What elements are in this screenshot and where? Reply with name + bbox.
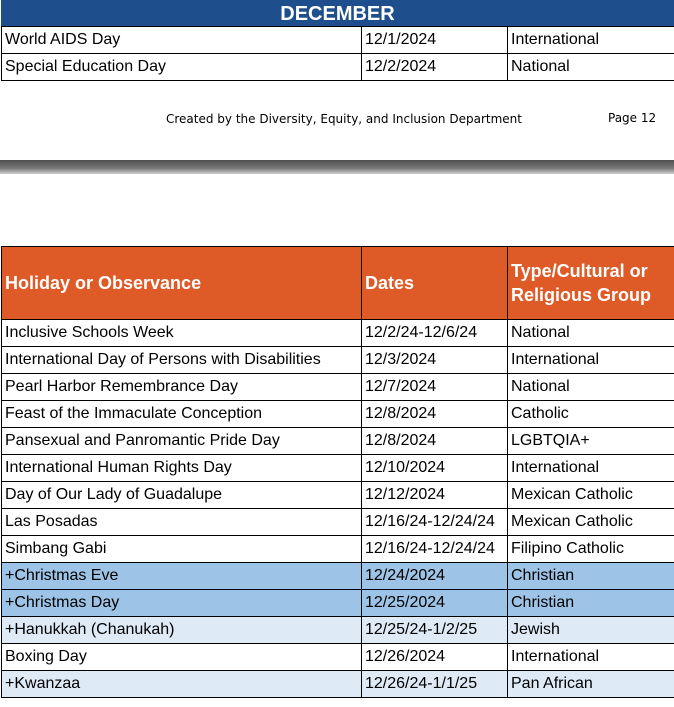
- table-row: [2, 320, 674, 347]
- holiday-type: Jewish: [508, 617, 674, 644]
- holiday-name: Day of Our Lady of Guadalupe: [2, 482, 362, 509]
- holiday-type: International: [508, 455, 674, 482]
- month-title: DECEMBER: [1, 0, 674, 27]
- holiday-name: +Christmas Eve: [2, 563, 362, 590]
- holiday-date: 12/1/2024: [362, 27, 508, 54]
- holiday-name: Las Posadas: [2, 509, 362, 536]
- holiday-name: Feast of the Immaculate Conception: [2, 401, 362, 428]
- holiday-type: Christian: [508, 563, 674, 590]
- holiday-type: Mexican Catholic: [508, 482, 674, 509]
- holiday-type: Pan African: [508, 671, 674, 698]
- table-row: [2, 617, 674, 644]
- table-row: [2, 644, 674, 671]
- holiday-date: 12/12/2024: [362, 482, 508, 509]
- observance-table: [1, 246, 674, 698]
- holiday-date: 12/10/2024: [362, 455, 508, 482]
- table-row: [2, 590, 674, 617]
- holiday-date: 12/26/24-1/1/25: [362, 671, 508, 698]
- header-type: Type/Cultural or Religious Group: [508, 247, 674, 320]
- holiday-name: Simbang Gabi: [2, 536, 362, 563]
- holiday-name: World AIDS Day: [2, 27, 362, 54]
- holiday-type: National: [508, 54, 674, 81]
- holiday-type: National: [508, 374, 674, 401]
- holiday-date: 12/3/2024: [362, 347, 508, 374]
- table-row: [2, 347, 674, 374]
- previous-page-table: [1, 26, 674, 81]
- table-row: [2, 536, 674, 563]
- holiday-type: National: [508, 320, 674, 347]
- holiday-date: 12/25/2024: [362, 590, 508, 617]
- holiday-name: Pearl Harbor Remembrance Day: [2, 374, 362, 401]
- table-row: [2, 374, 674, 401]
- holiday-name: International Human Rights Day: [2, 455, 362, 482]
- holiday-date: 12/8/2024: [362, 428, 508, 455]
- holiday-name: Pansexual and Panromantic Pride Day: [2, 428, 362, 455]
- table-row: [2, 401, 674, 428]
- table-row: [2, 54, 674, 81]
- holiday-date: 12/2/24-12/6/24: [362, 320, 508, 347]
- holiday-type: Catholic: [508, 401, 674, 428]
- holiday-date: 12/8/2024: [362, 401, 508, 428]
- holiday-type: Filipino Catholic: [508, 536, 674, 563]
- holiday-name: +Kwanzaa: [2, 671, 362, 698]
- table-row: [2, 671, 674, 698]
- holiday-name: Special Education Day: [2, 54, 362, 81]
- holiday-type: International: [508, 27, 674, 54]
- holiday-date: 12/24/2024: [362, 563, 508, 590]
- holiday-date: 12/25/24-1/2/25: [362, 617, 508, 644]
- table-row: [2, 509, 674, 536]
- page-divider: [0, 160, 674, 174]
- holiday-type: Christian: [508, 590, 674, 617]
- table-row: [2, 563, 674, 590]
- holiday-date: 12/26/2024: [362, 644, 508, 671]
- holiday-date: 12/2/2024: [362, 54, 508, 81]
- table-header-row: [2, 247, 674, 320]
- holiday-type: International: [508, 347, 674, 374]
- table-row: [2, 482, 674, 509]
- holiday-name: +Christmas Day: [2, 590, 362, 617]
- holiday-name: International Day of Persons with Disabilities: [2, 347, 362, 374]
- holiday-type: International: [508, 644, 674, 671]
- holiday-date: 12/7/2024: [362, 374, 508, 401]
- holiday-date: 12/16/24-12/24/24: [362, 509, 508, 536]
- holiday-name: +Hanukkah (Chanukah): [2, 617, 362, 644]
- holiday-type: LGBTQIA+: [508, 428, 674, 455]
- table-row: [2, 455, 674, 482]
- holiday-date: 12/16/24-12/24/24: [362, 536, 508, 563]
- holiday-name: Inclusive Schools Week: [2, 320, 362, 347]
- footer-credit: Created by the Diversity, Equity, and Inclusion Department: [166, 112, 522, 126]
- table-row: [2, 428, 674, 455]
- page-number: Page 12: [608, 111, 657, 125]
- header-dates: Dates: [362, 247, 508, 320]
- holiday-name: Boxing Day: [2, 644, 362, 671]
- table-row: [2, 27, 674, 54]
- holiday-type: Mexican Catholic: [508, 509, 674, 536]
- header-holiday: Holiday or Observance: [2, 247, 362, 320]
